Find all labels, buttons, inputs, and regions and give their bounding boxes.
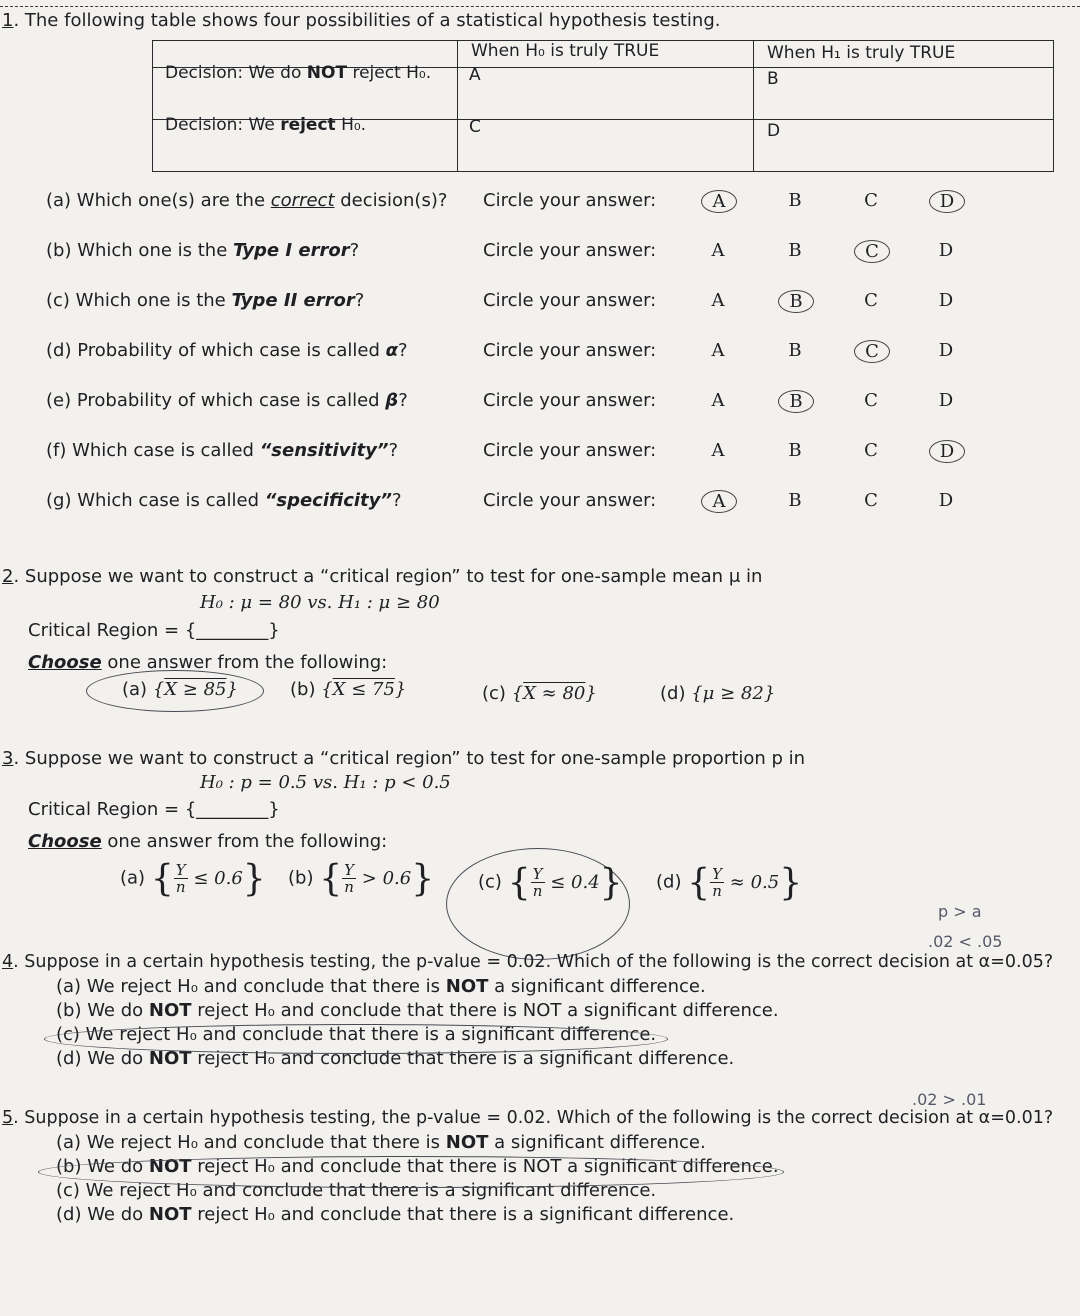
q4-option-d[interactable]: (d) We do NOT reject H₀ and conclude that there is a significant difference.	[56, 1048, 735, 1069]
q1-row-b	[46, 240, 1056, 270]
q4-option-a[interactable]: (a) We reject H₀ and conclude that there is NOT a significant difference.	[56, 976, 706, 997]
q1-row-a	[46, 190, 1056, 220]
circle-your-answer-label: Circle your answer:	[483, 440, 657, 461]
q2-option-b[interactable]: (b) {X ≤ 75}	[290, 679, 407, 700]
table-row-reject: Decision: We reject H₀.	[165, 115, 367, 135]
q1-option-d[interactable]: D	[938, 390, 954, 411]
q1-intro: The following table shows four possibilities of a statistical hypothesis testing.	[24, 10, 721, 31]
q5-heading: 5. Suppose in a certain hypothesis testing, the p-value = 0.02. Which of the following is the correct decision at α=0.01?	[2, 1108, 1054, 1128]
q5-number: 5	[2, 1108, 14, 1128]
q1-option-b[interactable]: B	[788, 490, 802, 511]
q3-option-d[interactable]: (d) { $\frac{Y}{n}$ ≈ 0.5}	[656, 862, 803, 903]
table-row-not-reject: Decision: We do NOT reject H₀.	[165, 63, 432, 83]
q3-heading: 3. Suppose we want to construct a “critical region” to test for one-sample proportion p in	[2, 748, 806, 769]
q1-option-c[interactable]: C	[864, 190, 878, 211]
q1-option-a[interactable]: A	[701, 190, 737, 213]
q1-question-text: (g) Which case is called “specificity”?	[46, 490, 402, 511]
q3-choose-line: Choose one answer from the following:	[28, 831, 388, 852]
q3-hypothesis: H₀ : p = 0.5 vs. H₁ : p < 0.5	[200, 772, 451, 793]
q1-question-text: (f) Which case is called “sensitivity”?	[46, 440, 399, 461]
q1-option-c[interactable]: C	[864, 390, 878, 411]
q1-question-text: (e) Probability of which case is called β?	[46, 390, 408, 411]
q4-option-b[interactable]: (b) We do NOT reject H₀ and conclude that there is NOT a significant difference.	[56, 1000, 779, 1021]
table-cell-d: D	[767, 121, 781, 141]
q1-option-b[interactable]: B	[778, 290, 814, 313]
q5-answer-circle-b	[38, 1156, 784, 1188]
q3-option-b[interactable]: (b) { $\frac{Y}{n}$ > 0.6}	[288, 858, 435, 899]
q1-option-a[interactable]: A	[711, 290, 725, 311]
q1-option-c[interactable]: C	[864, 490, 878, 511]
q1-heading: 1. The following table shows four possibilities of a statistical hypothesis testing.	[2, 10, 721, 31]
circle-your-answer-label: Circle your answer:	[483, 490, 657, 511]
q3-critical-region: Critical Region = {________}	[28, 799, 280, 820]
table-header-h1-true: When H₁ is truly TRUE	[767, 43, 956, 63]
q1-option-d[interactable]: D	[938, 340, 954, 361]
top-dashed-border	[0, 6, 1080, 7]
q1-option-a[interactable]: A	[711, 240, 725, 261]
q4-text: Suppose in a certain hypothesis testing, the p-value = 0.02. Which of the following is the correct decision at α=0.05?	[24, 952, 1054, 972]
q1-question-text: (a) Which one(s) are the correct decision(s)?	[46, 190, 448, 211]
q1-option-d[interactable]: D	[938, 290, 954, 311]
table-cell-b: B	[767, 69, 779, 89]
q1-option-d[interactable]: D	[938, 240, 954, 261]
q4-number: 4	[2, 952, 14, 972]
q1-row-f	[46, 440, 1056, 470]
q1-question-text: (b) Which one is the Type I error?	[46, 240, 360, 261]
q2-option-c[interactable]: (c) {X ≈ 80}	[482, 683, 597, 704]
q5-option-a[interactable]: (a) We reject H₀ and conclude that there is NOT a significant difference.	[56, 1132, 706, 1153]
q2-critical-region: Critical Region = {________}	[28, 620, 280, 641]
q1-option-a[interactable]: A	[711, 340, 725, 361]
circle-your-answer-label: Circle your answer:	[483, 390, 657, 411]
table-header-h0-true: When H₀ is truly TRUE	[471, 41, 660, 61]
q2-number: 2	[2, 566, 14, 587]
q1-row-g	[46, 490, 1056, 520]
q4-heading: 4. Suppose in a certain hypothesis testing, the p-value = 0.02. Which of the following is the correct decision at α=0.05?	[2, 952, 1054, 972]
q2-hypothesis: H₀ : μ = 80 vs. H₁ : μ ≥ 80	[200, 592, 440, 613]
q1-option-b[interactable]: B	[788, 240, 802, 261]
q1-option-b[interactable]: B	[788, 340, 802, 361]
q1-row-e	[46, 390, 1056, 420]
q1-option-b[interactable]: B	[778, 390, 814, 413]
q1-question-text: (d) Probability of which case is called α?	[46, 340, 408, 361]
q1-option-b[interactable]: B	[788, 440, 802, 461]
q4-answer-circle-c	[44, 1024, 668, 1054]
q1-number: 1	[2, 10, 14, 31]
q1-row-d	[46, 340, 1056, 370]
q1-option-a[interactable]: A	[711, 440, 725, 461]
hypothesis-table	[152, 40, 1054, 172]
q3-handwritten-note-1: p > a	[938, 902, 982, 921]
q1-option-c[interactable]: C	[864, 290, 878, 311]
q1-option-d[interactable]: D	[938, 490, 954, 511]
q1-option-a[interactable]: A	[701, 490, 737, 513]
q3-number: 3	[2, 748, 14, 769]
q1-option-d[interactable]: D	[929, 440, 965, 463]
q3-handwritten-note-2: .02 < .05	[928, 932, 1003, 951]
q4-option-c[interactable]: (c) We reject H₀ and conclude that there is a significant difference.	[56, 1024, 657, 1045]
q2-choose-line: Choose one answer from the following:	[28, 652, 388, 673]
q3-option-a[interactable]: (a) { $\frac{Y}{n}$ ≤ 0.6}	[120, 858, 266, 899]
circle-your-answer-label: Circle your answer:	[483, 340, 657, 361]
q5-text: Suppose in a certain hypothesis testing, the p-value = 0.02. Which of the following is the correct decision at α=0.01?	[24, 1108, 1054, 1128]
q1-option-c[interactable]: C	[864, 440, 878, 461]
circle-your-answer-label: Circle your answer:	[483, 240, 657, 261]
q5-option-c[interactable]: (c) We reject H₀ and conclude that there is a significant difference.	[56, 1180, 657, 1201]
table-cell-c: C	[469, 117, 481, 137]
q1-option-b[interactable]: B	[788, 190, 802, 211]
q1-option-d[interactable]: D	[929, 190, 965, 213]
q1-option-c[interactable]: C	[854, 240, 890, 263]
q1-row-c	[46, 290, 1056, 320]
q3-option-c[interactable]: (c) { $\frac{Y}{n}$ ≤ 0.4}	[478, 862, 623, 903]
q1-option-c[interactable]: C	[854, 340, 890, 363]
q2-option-d[interactable]: (d) {μ ≥ 82}	[660, 683, 776, 704]
q5-handwritten-note: .02 > .01	[912, 1090, 987, 1109]
q2-text: Suppose we want to construct a “critical region” to test for one-sample mean μ in	[24, 566, 763, 587]
q1-question-text: (c) Which one is the Type II error?	[46, 290, 365, 311]
table-cell-a: A	[469, 65, 481, 85]
q5-option-b[interactable]: (b) We do NOT reject H₀ and conclude that there is NOT a significant difference.	[56, 1156, 779, 1177]
q5-option-d[interactable]: (d) We do NOT reject H₀ and conclude that there is a significant difference.	[56, 1204, 735, 1225]
q2-option-a[interactable]: (a) {X ≥ 85}	[122, 679, 238, 700]
q1-option-a[interactable]: A	[711, 390, 725, 411]
q3-text: Suppose we want to construct a “critical region” to test for one-sample proportion p in	[24, 748, 806, 769]
circle-your-answer-label: Circle your answer:	[483, 290, 657, 311]
q2-heading: 2. Suppose we want to construct a “critical region” to test for one-sample mean μ in	[2, 566, 763, 587]
circle-your-answer-label: Circle your answer:	[483, 190, 657, 211]
